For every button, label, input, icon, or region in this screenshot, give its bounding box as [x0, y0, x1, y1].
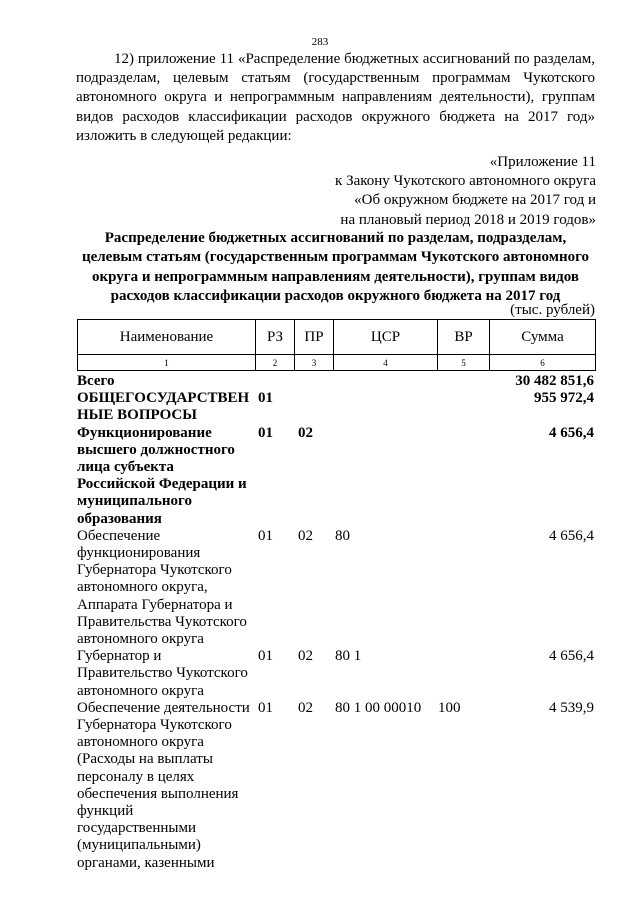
column-number-row — [78, 355, 596, 371]
row-pr: 02 — [298, 424, 313, 441]
column-number: 1 — [78, 355, 256, 371]
column-number: 2 — [256, 355, 295, 371]
row-name: ОБЩЕГОСУДАРСТВЕН НЫЕ ВОПРОСЫ — [77, 390, 250, 424]
table-row — [77, 648, 595, 700]
row-pr: 02 — [298, 699, 313, 716]
column-header-sum: Сумма — [490, 320, 596, 355]
column-number: 6 — [490, 355, 596, 371]
row-sum: 30 482 851,6 — [515, 373, 594, 389]
column-header-name: Наименование — [78, 320, 256, 355]
budget-table-header — [77, 319, 596, 371]
row-name: Функционирование высшего должностного лица субъекта Российской Федерации и муниципального образования — [77, 424, 247, 527]
row-pr: 02 — [298, 527, 313, 544]
table-row — [77, 425, 595, 528]
row-rz: 01 — [258, 424, 273, 441]
appendix-line: «Приложение 11 — [489, 154, 596, 170]
row-rz: 01 — [258, 390, 273, 407]
table-row — [77, 373, 595, 390]
table-row — [77, 700, 595, 872]
row-sum: 4 656,4 — [549, 424, 594, 441]
header-row — [78, 320, 596, 355]
column-number: 4 — [334, 355, 438, 371]
column-header-vr: ВР — [438, 320, 490, 355]
table-row — [77, 390, 595, 424]
column-number: 3 — [295, 355, 334, 371]
appendix-line: к Закону Чукотского автономного округа — [335, 173, 596, 190]
row-rz: 01 — [258, 527, 273, 544]
row-name: Губернатор и Правительство Чукотского автономного округа — [77, 648, 248, 699]
row-sum: 4 539,9 — [549, 699, 594, 716]
appendix-heading — [276, 153, 596, 230]
appendix-line: на плановый период 2018 и 2019 годов» — [340, 211, 596, 228]
row-name: Всего — [77, 373, 115, 389]
row-rz: 01 — [258, 648, 273, 665]
unit-label: (тыс. рублей) — [510, 302, 595, 318]
row-csr: 80 1 — [335, 648, 362, 665]
table-row — [77, 528, 595, 648]
document-title: Распределение бюджетных ассигнований по разделам, подразделам, целевым статьям (государственным программам Чукотского автономного округа и непрограммным направлениям деятельности), группам видов расходов классификации расходов окружного бюджета на 2017 год — [81, 230, 590, 305]
page-number: 283 — [311, 36, 329, 48]
appendix-line: «Об окружном бюджете на 2017 год и — [354, 192, 596, 209]
row-csr: 80 — [335, 527, 350, 544]
row-name: Обеспечение функционирования Губернатора Чукотского автономного округа, Аппарата Губернатора и Правительства Чукотского автономного округа — [77, 527, 247, 648]
row-pr: 02 — [298, 648, 313, 665]
row-sum: 4 656,4 — [549, 527, 594, 544]
column-number: 5 — [438, 355, 490, 371]
intro-paragraph: 12) приложение 11 «Распределение бюджетных ассигнований по разделам, подразделам, целевым статьям (государственным программам Чукотского автономного округа и непрограммным направлениям деятельности), группам видов расходов классификации расходов окружного бюджета на 2017 год» изложить в следующей редакции: — [76, 51, 595, 144]
budget-table-body — [77, 373, 595, 872]
column-header-csr: ЦСР — [334, 320, 438, 355]
row-name: Обеспечение деятельности Губернатора Чукотского автономного округа (Расходы на выплаты персоналу в целях обеспечения выполнения функций государственными (муниципальными) органами, казенными — [77, 699, 250, 871]
column-header-rz: РЗ — [256, 320, 295, 355]
row-csr: 80 1 00 00010 — [335, 699, 422, 716]
column-header-pr: ПР — [295, 320, 334, 355]
row-sum: 4 656,4 — [549, 648, 594, 665]
row-rz: 01 — [258, 699, 273, 716]
row-vr: 100 — [438, 699, 461, 716]
row-sum: 955 972,4 — [534, 390, 594, 407]
